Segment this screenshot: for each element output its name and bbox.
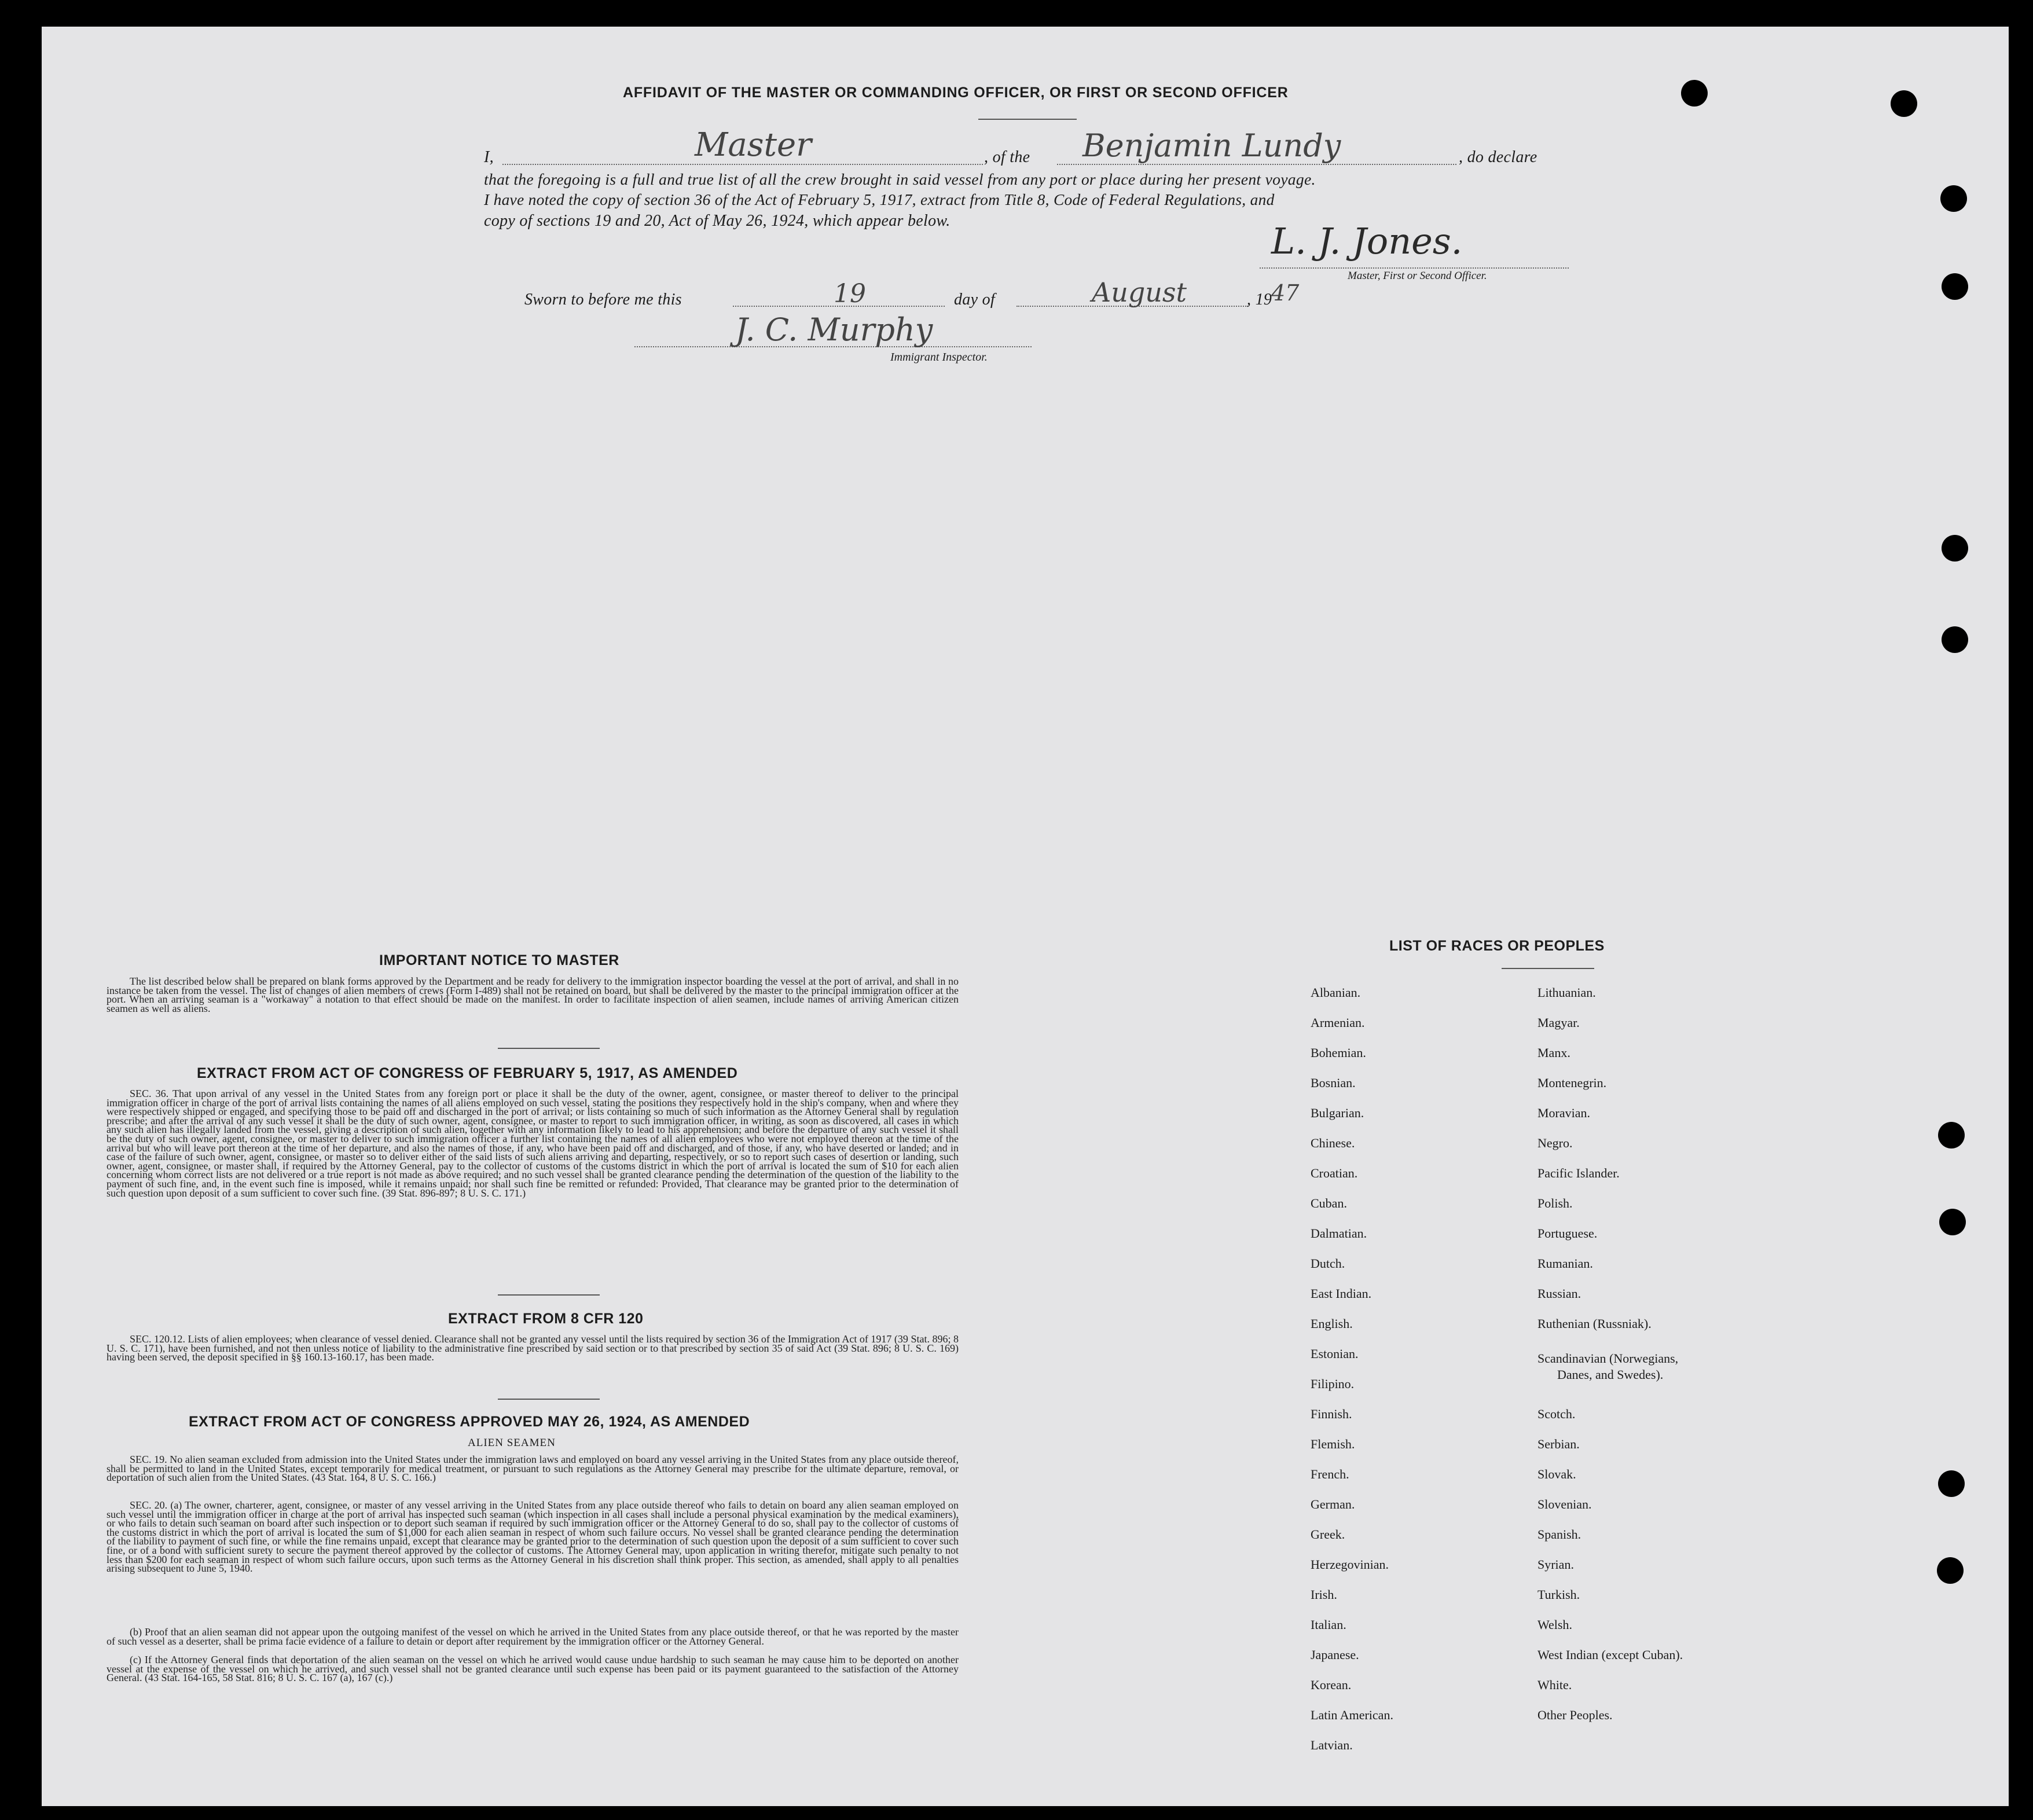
punch-hole [1942,535,1968,562]
signature-line [1260,267,1569,269]
divider [498,1294,600,1296]
race-item: Estonian. [1311,1346,1359,1361]
race-item: Chinese. [1311,1136,1355,1150]
race-item: Korean. [1311,1678,1352,1692]
declaration-suffix: , do declare [1459,148,1537,166]
cfr-text: SEC. 120.12. Lists of alien employees; when clearance of vessel denied. Clearance shall not be granted any vessel until the lists required by section 36 of the Immigration Act of 1917 (39 Stat. 896; 8 U. S. C. 171), have been furnished, and not then unless notice of liability to the administrative fine prescribed by said section or to that prescribed by section 35 of said Act (39 Stat. 896; 8 U. S. C. 169) having been served, the deposit specified in §§ 160.13-160.17, has been made. [107,1333,959,1363]
declaration-line-3: I have noted the copy of section 36 of the Act of February 5, 1917, extract from Title 8, Code of Federal Regulations, and [484,191,1275,208]
race-item: Bosnian. [1311,1076,1356,1090]
declaration-of-the: , of the [984,148,1030,166]
race-item: Welsh. [1537,1617,1572,1632]
notice-title: IMPORTANT NOTICE TO MASTER [379,952,619,968]
race-item: Scotch. [1537,1407,1576,1421]
race-item: French. [1311,1467,1349,1481]
punch-hole [1681,80,1708,107]
race-item: Finnish. [1311,1407,1352,1421]
master-field-line [502,164,983,165]
divider [978,119,1077,120]
race-item: Magyar. [1537,1015,1580,1030]
race-item: West Indian (except Cuban). [1537,1647,1683,1662]
sworn-prefix: Sworn to before me this [524,291,682,309]
race-item: Russian. [1537,1286,1581,1301]
race-item: German. [1311,1497,1355,1511]
race-item: Herzegovinian. [1311,1557,1389,1572]
notice-text: The list described below shall be prepared on blank forms approved by the Department and be ready for delivery to the immigration inspector boarding the vessel at the port of arrival, and shall in no instance be taken from the vessel. The list of changes of alien members of crews (Form I-489) shall not be retained on board, but shall be delivered by the master to the principal immigration officer at the port. When an arriving seaman is a "workaway" a notation to that effect should be made on the manifest. In order to facilitate inspection of alien seamen, include names of arriving American citizen seamen as well as aliens. [107,975,959,1014]
sworn-year: 47 [1271,280,1300,306]
divider [498,1048,600,1049]
punch-hole [1891,90,1917,117]
race-item: Slovenian. [1537,1497,1592,1511]
race-item: Syrian. [1537,1557,1574,1572]
race-item: Italian. [1311,1617,1346,1632]
cfr-title: EXTRACT FROM 8 CFR 120 [448,1311,644,1327]
race-item: Danes, and Swedes). [1557,1367,1664,1382]
vessel-handwritten: Benjamin Lundy [1082,127,1341,164]
divider [1502,968,1594,969]
race-item: Moravian. [1537,1106,1591,1120]
race-item: Serbian. [1537,1437,1580,1451]
race-item: Slovak. [1537,1467,1576,1481]
race-item: Negro. [1537,1136,1573,1150]
vessel-field-line [1057,164,1456,165]
race-item: Albanian. [1311,985,1361,1000]
race-item: Scandinavian (Norwegians, [1537,1351,1679,1366]
sworn-year-prefix: , 19 [1247,291,1272,309]
sec19-text: SEC. 19. No alien seaman excluded from admission into the United States under the immigration laws and employed on board any vessel arriving in the United States from any place outside thereof, shall be permitted to land in the United States, except temporarily for medical treatment, or pursuant to such regulations as the Attorney General may prescribe for the ultimate departure, removal, or deportation of such alien from the United States. (43 Stat. 164, 8 U. S. C. 166.) [107,1454,959,1484]
race-item: Spanish. [1537,1527,1581,1542]
race-item: Bulgarian. [1311,1106,1364,1120]
sec20a-text: SEC. 20. (a) The owner, charterer, agent, consignee, or master of any vessel arriving in the United States from any place outside thereof who fails to detain on board any alien seaman employed on such vessel until the immigration officer in charge at the port of arrival has inspected such seaman (which inspection in all cases shall include a personal physical examination by the medical examiners), or who fails to detain such seaman on board after such inspection or to deport such seaman if required by such immigration officer or the Attorney General to do so, shall pay to the collector of customs of the customs district in which the port of arrival is located the sum of $1,000 for each alien seaman in respect of whom such failure occurs. No vessel shall be granted clearance pending the determination of the liability to payment of such fine, or while the fine remains unpaid, except that clearance may be granted prior to the determination of such question upon the deposit of a sum sufficient to cover such fine, or of a bond with sufficient surety to secure the payment thereof approved by the collector of customs. The Attorney General may, upon application in writing therefor, mitigate such penalty to not less than $200 for each seaman in respect of whom such failure occurs, upon such terms as the Attorney General in his discretion shall think proper. This section, as amended, shall apply to all penalties arising subsequent to June 5, 1940. [107,1499,959,1575]
race-item: Japanese. [1311,1647,1359,1662]
race-item: Manx. [1537,1045,1570,1060]
race-item: Filipino. [1311,1377,1355,1391]
master-signature: L. J. Jones. [1271,220,1463,262]
races-title: LIST OF RACES OR PEOPLES [1389,938,1605,954]
race-item: Armenian. [1311,1015,1365,1030]
inspector-signature: J. C. Murphy [735,311,933,348]
race-item: Ruthenian (Russniak). [1537,1316,1652,1331]
race-item: Dalmatian. [1311,1226,1367,1241]
sec20c-text: (c) If the Attorney General finds that deportation of the alien seaman on the vessel on which he arrived would cause undue hardship to such seaman he may cause him to be deported on another vessel at the expense of the vessel on which he arrived, and such vessel shall not be granted clearance until such expense has been paid or its payment guaranteed to the satisfaction of the Attorney General. (43 Stat. 164-165, 58 Stat. 816; 8 U. S. C. 167 (a), 167 (c).) [107,1654,959,1684]
race-item: English. [1311,1316,1353,1331]
sworn-day: 19 [834,279,866,309]
declaration-prefix: I, [484,148,494,166]
declaration-line-2: that the foregoing is a full and true list of all the crew brought in said vessel from any port or place during her present voyage. [484,170,1316,188]
race-item: East Indian. [1311,1286,1372,1301]
race-item: Lithuanian. [1537,985,1596,1000]
extract-1917-text: SEC. 36. That upon arrival of any vessel in the United States from any foreign port or place it shall be the duty of the owner, agent, consignee, or master thereof to deliver to the principal immigration officer in charge of the port of arrival lists containing the names of all aliens employed on such vessel, stating the positions they respectively hold in the ship's company, when and where they were respectively shipped or engaged, and specifying those to be paid off and discharged in the port of arrival; or lists containing so much of such information as the Attorney General shall by regulation prescribe; and after the arrival of any such vessel it shall be the duty of such owner, agent, consignee, or master to report to such immigration officer, in writing, as soon as discovered, all cases in which any such alien has illegally landed from the vessel, giving a description of such alien, together with any information likely to lead to his apprehension; and before the departure of any such vessel it shall be the duty of such owner, agent, consignee, or master to deliver to such immigration officer a further list containing the names of all alien employees who were not employed thereon at the time of the arrival but who will leave port thereon at the time of her departure, and also the names of those, if any, who have been paid off and discharged, and of those, if any, who have deserted or landed; and in case of the failure of such owner, agent, consignee, or master so to deliver either of the said lists of such aliens arriving and departing, respectively, or so to report such cases of desertion or landing, such owner, agent, consignee, or master shall, if required by the Attorney General, pay to the collector of customs of the customs district in which the port of arrival is located the sum of $10 for each alien concerning whom correct lists are not delivered or a true report is not made as above required; and no such vessel shall be granted clearance pending the determination of the question of the liability to the payment of such fine, and, in the event such fine is imposed, while it remains unpaid; nor shall such fine be remitted or refunded: Provided, That clearance may be granted prior to the determination of such question upon deposit of a sum sufficient to cover such fine. (39 Stat. 896-897; 8 U. S. C. 171.) [107,1088,959,1199]
punch-hole [1937,1557,1964,1584]
race-item: Bohemian. [1311,1045,1366,1060]
punch-hole [1939,1209,1966,1235]
race-item: Polish. [1537,1196,1573,1210]
extract-1917-title: EXTRACT FROM ACT OF CONGRESS OF FEBRUARY 5, 1917, AS AMENDED [197,1065,738,1081]
race-item: Greek. [1311,1527,1345,1542]
divider [498,1399,600,1400]
declaration-line-4: copy of sections 19 and 20, Act of May 26, 1924, which appear below. [484,212,951,230]
race-item: Croatian. [1311,1166,1358,1180]
punch-hole [1942,273,1968,300]
master-handwritten: Master [695,126,812,164]
race-item: Flemish. [1311,1437,1355,1451]
race-item: Montenegrin. [1537,1076,1607,1090]
declaration-line-1 [484,148,494,167]
sworn-month: August [1092,277,1187,308]
race-item: Rumanian. [1537,1256,1593,1271]
race-item: Latin American. [1311,1708,1393,1722]
alien-seamen-subtitle: ALIEN SEAMEN [468,1437,556,1449]
inspector-caption: Immigrant Inspector. [890,351,988,364]
signature-caption: Master, First or Second Officer. [1348,270,1487,282]
punch-hole [1942,626,1968,653]
sec20b-text: (b) Proof that an alien seaman did not appear upon the outgoing manifest of the vessel on which he arrived in the United States from any place outside thereof, or that he was reported by the master of such vessel as a deserter, shall be prima facie evidence of a failure to detain or deport after requirement by the immigration officer or the Attorney General. [107,1626,959,1647]
race-item: White. [1537,1678,1572,1692]
extract-1924-title: EXTRACT FROM ACT OF CONGRESS APPROVED MAY 26, 1924, AS AMENDED [189,1414,750,1430]
race-item: Pacific Islander. [1537,1166,1620,1180]
race-item: Other Peoples. [1537,1708,1613,1722]
affidavit-title: AFFIDAVIT OF THE MASTER OR COMMANDING OFFICER, OR FIRST OR SECOND OFFICER [623,85,1289,101]
race-item: Dutch. [1311,1256,1345,1271]
race-item: Irish. [1311,1587,1337,1602]
race-item: Cuban. [1311,1196,1347,1210]
race-item: Portuguese. [1537,1226,1598,1241]
sworn-day-of: day of [954,291,996,309]
race-item: Latvian. [1311,1738,1353,1752]
punch-hole [1940,185,1967,212]
punch-hole [1938,1470,1965,1497]
punch-hole [1938,1122,1965,1148]
race-item: Turkish. [1537,1587,1580,1602]
